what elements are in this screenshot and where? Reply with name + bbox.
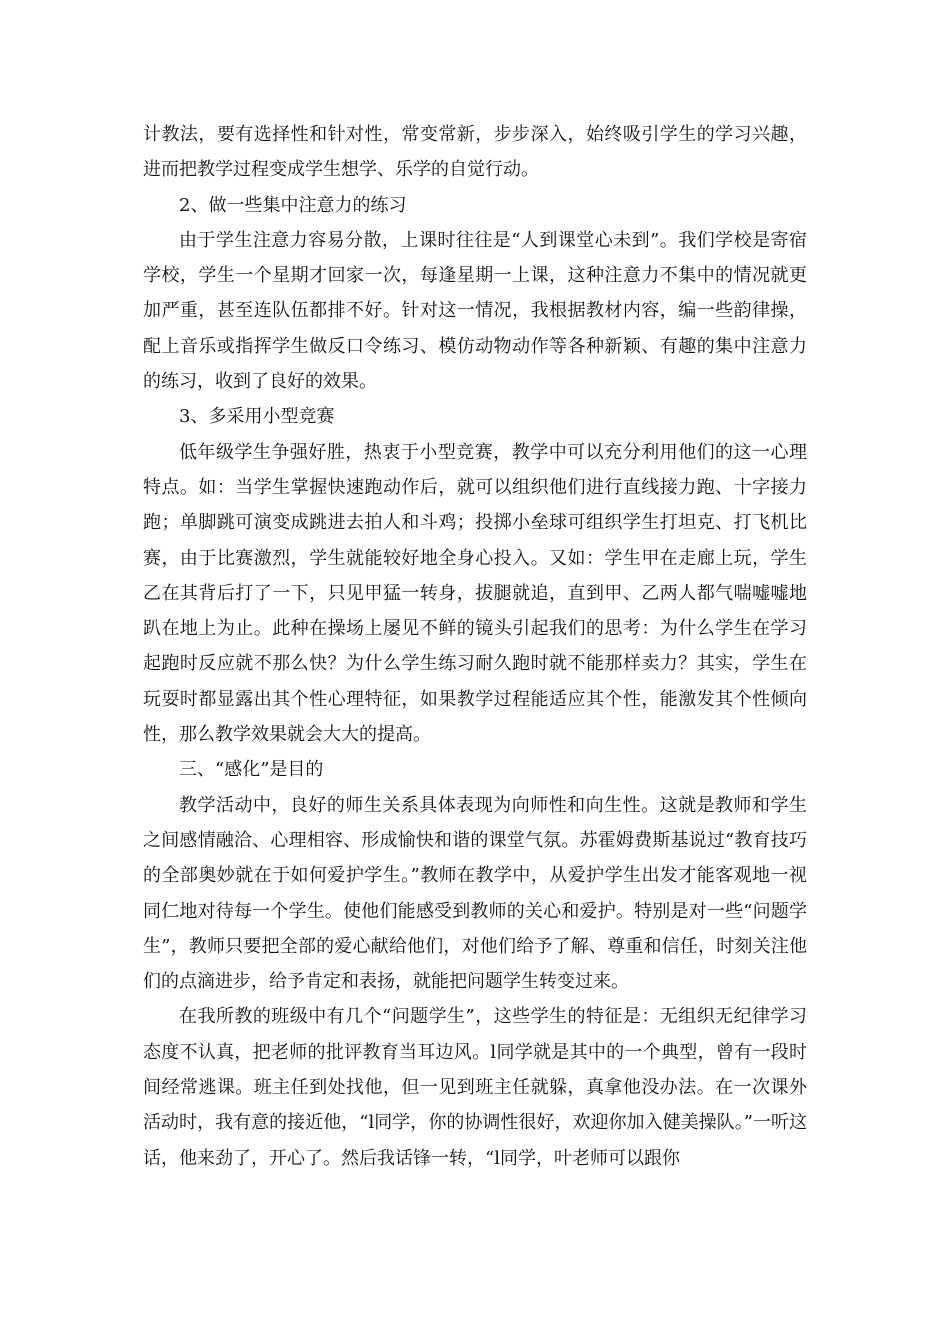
paragraph: 在我所教的班级中有几个“问题学生”，这些学生的特征是：无组织无纪律学习态度不认真，把老师的批评教育当耳边风。l同学就是其中的一个典型，曾有一段时间经常逃课。班主任到处找他，但一见到班主任就躲，真拿他没办法。在一次课外活动时，我有意的接近他，“l同学，你的协调性很好，欢迎你加入健美操队。”一听这话，他来劲了，开心了。然后我话锋一转，“l同学，叶老师可以跟你 [143,1006,807,1169]
paragraph: 低年级学生争强好胜，热衷于小型竞赛，教学中可以充分利用他们的这一心理特点。如：当学生掌握快速跑动作后，就可以组织他们进行直线接力跑、十字接力跑；单脚跳可演变成跳进去拍人和斗鸡；投掷小垒球可组织学生打坦克、打飞机比赛，由于比赛激烈，学生就能较好地全身心投入。又如：学生甲在走廊上玩，学生乙在其背后打了一下，只见甲猛一转身，拔腿就追，直到甲、乙两人都气喘嘘嘘地趴在地上为止。此种在操场上屡见不鲜的镜头引起我们的思考：为什么学生在学习起跑时反应就不那么快？为什么学生练习耐久跑时就不能那样卖力？其实，学生在玩耍时都显露出其个性心理特征，如果教学过程能适应其个性，能激发其个性倾向性，那么教学效果就会大大的提高。 [143,441,807,746]
document-body [143,117,807,1176]
chapter-heading-3: 三、“感化”是目的 [179,759,324,781]
paragraph: 教学活动中，良好的师生关系具体表现为向师性和向生性。这就是教师和学生之间感情融洽、心理相容、形成愉快和谐的课堂气氛。苏霍姆费斯基说过“教育技巧的全部奥妙就在于如何爱护学生。”教师在教学中，从爱护学生出发才能客观地一视同仁地对待每一个学生。使他们能感受到教师的关心和爱护。特别是对一些“问题学生”，教师只要把全部的爱心献给他们，对他们给予了解、尊重和信任，时刻关注他们的点滴进步，给予肯定和表扬，就能把问题学生转变过来。 [143,794,807,993]
section-heading-2: 2、做一些集中注意力的练习 [179,194,407,216]
paragraph: 由于学生注意力容易分散，上课时往往是“人到课堂心未到”。我们学校是寄宿学校，学生一个星期才回家一次，每逢星期一上课，这种注意力不集中的情况就更加严重，甚至连队伍都排不好。针对这一情况，我根据教材内容，编一些韵律操，配上音乐或指挥学生做反口令练习、模仿动物动作等各种新颖、有趣的集中注意力的练习，收到了良好的效果。 [143,229,807,393]
section-heading-3: 3、多采用小型竞赛 [179,406,335,428]
paragraph-continuation: 计教法，要有选择性和针对性，常变常新，步步深入，始终吸引学生的学习兴趣，进而把教学过程变成学生想学、乐学的自觉行动。 [143,124,807,181]
